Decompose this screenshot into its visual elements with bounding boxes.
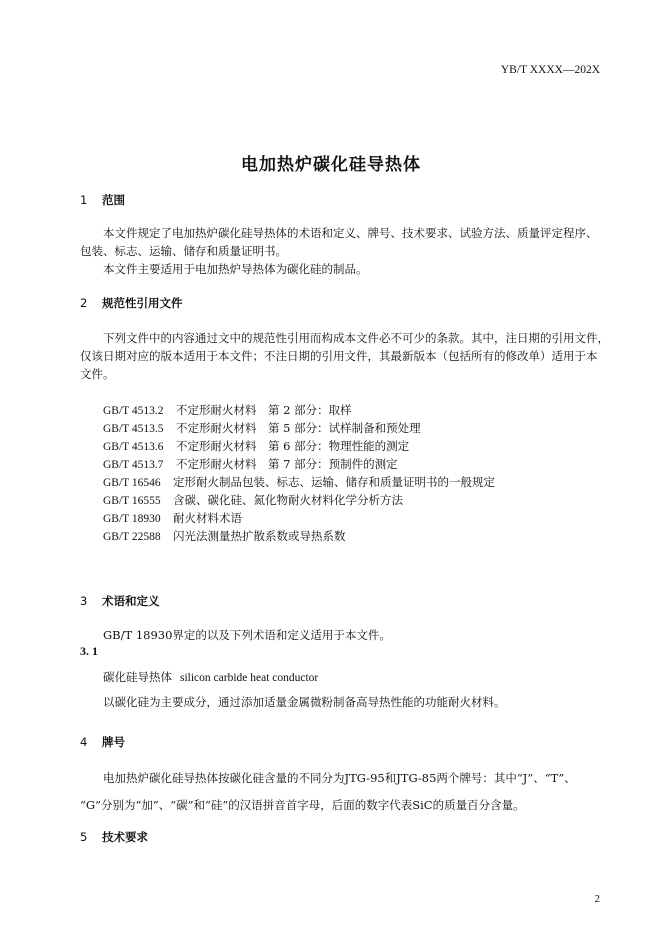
reference-code: GB/T 16546: [103, 477, 161, 489]
reference-title: 闪光法测量热扩散系数或导热系数: [173, 529, 346, 543]
reference-item: [103, 419, 495, 437]
section-title: 范围: [102, 193, 125, 207]
grade-paragraph-line1: 电加热炉碳化硅导热体按碳化硅含量的不同分为JTG-95和JTG-85两个牌号：其中“J”、“T”、: [103, 771, 576, 785]
reference-code: GB/T 4513.5: [103, 423, 164, 435]
reference-item: [103, 437, 495, 455]
term-entry: [103, 668, 318, 687]
section-title: 规范性引用文件: [102, 296, 183, 310]
page-number: 2: [594, 893, 600, 905]
scope-paragraph-2: 本文件主要适用于电加热炉导热体为碳化硅的制品。: [103, 262, 368, 276]
reference-code: GB/T 4513.6: [103, 441, 164, 453]
references-paragraph-line3: 文件。: [80, 367, 115, 381]
reference-title: 耐火材料术语: [173, 511, 242, 525]
reference-code: GB/T 16555: [103, 495, 161, 507]
term-chinese: 碳化硅导热体: [103, 670, 172, 684]
term-definition: 以碳化硅为主要成分，通过添加适量金属微粉制备高导热性能的功能耐火材料。: [103, 695, 506, 709]
section-title: 技术要求: [102, 830, 148, 844]
standard-code: YB/T XXXX—202X: [500, 64, 600, 76]
reference-title: 含碳、碳化硅、氮化物耐火材料化学分析方法: [173, 493, 403, 507]
reference-item: [103, 491, 495, 509]
section-1-heading: [80, 192, 125, 208]
reference-code: GB/T 18930: [103, 513, 161, 525]
section-number: 2: [80, 296, 88, 310]
section-number: 5: [80, 830, 88, 844]
reference-item: [103, 509, 495, 527]
section-number: 4: [80, 735, 88, 749]
term-number: 3. 1: [80, 644, 98, 658]
scope-paragraph-line1: 本文件规定了电加热炉碳化硅导热体的术语和定义、牌号、技术要求、试验方法、质量评定程序、: [103, 226, 598, 240]
reference-title: 不定形耐火材料 第 6 部分：物理性能的测定: [176, 439, 410, 453]
references-paragraph-line2: 仅该日期对应的版本适用于本文件；不注日期的引用文件，其最新版本（包括所有的修改单）适用于本: [80, 349, 598, 363]
section-title: 术语和定义: [102, 594, 160, 608]
reference-code: GB/T 4513.2: [103, 405, 164, 417]
scope-paragraph-line2: 包装、标志、运输、储存和质量证明书。: [80, 244, 287, 258]
document-title: 电加热炉碳化硅导热体: [241, 155, 421, 175]
grade-paragraph-line2: “G”分别为“加”、“碳”和“硅”的汉语拼音首字母，后面的数字代表SiC的质量百分含量。: [80, 798, 525, 812]
term-english: silicon carbide heat conductor: [180, 672, 319, 684]
references-paragraph-line1: 下列文件中的内容通过文中的规范性引用而构成本文件必不可少的条款。其中，注日期的引用文件，: [103, 331, 609, 345]
reference-title: 不定形耐火材料 第 5 部分：试样制备和预处理: [176, 421, 421, 435]
section-3-heading: [80, 593, 160, 609]
terms-intro: GB/T 18930界定的以及下列术语和定义适用于本文件。: [103, 628, 391, 642]
section-title: 牌号: [102, 735, 125, 749]
reference-item: [103, 473, 495, 491]
reference-code: GB/T 4513.7: [103, 459, 164, 471]
reference-item: [103, 455, 495, 473]
reference-item: [103, 527, 495, 545]
reference-title: 定形耐火制品包装、标志、运输、储存和质量证明书的一般规定: [173, 475, 495, 489]
reference-title: 不定形耐火材料 第 2 部分：取样: [176, 403, 352, 417]
reference-title: 不定形耐火材料 第 7 部分：预制件的测定: [176, 457, 398, 471]
section-2-heading: [80, 295, 183, 311]
reference-item: [103, 401, 495, 419]
reference-code: GB/T 22588: [103, 531, 161, 543]
section-4-heading: [80, 734, 125, 750]
section-number: 1: [80, 193, 88, 207]
section-5-heading: [80, 829, 148, 845]
reference-list: [103, 401, 495, 545]
section-number: 3: [80, 594, 88, 608]
